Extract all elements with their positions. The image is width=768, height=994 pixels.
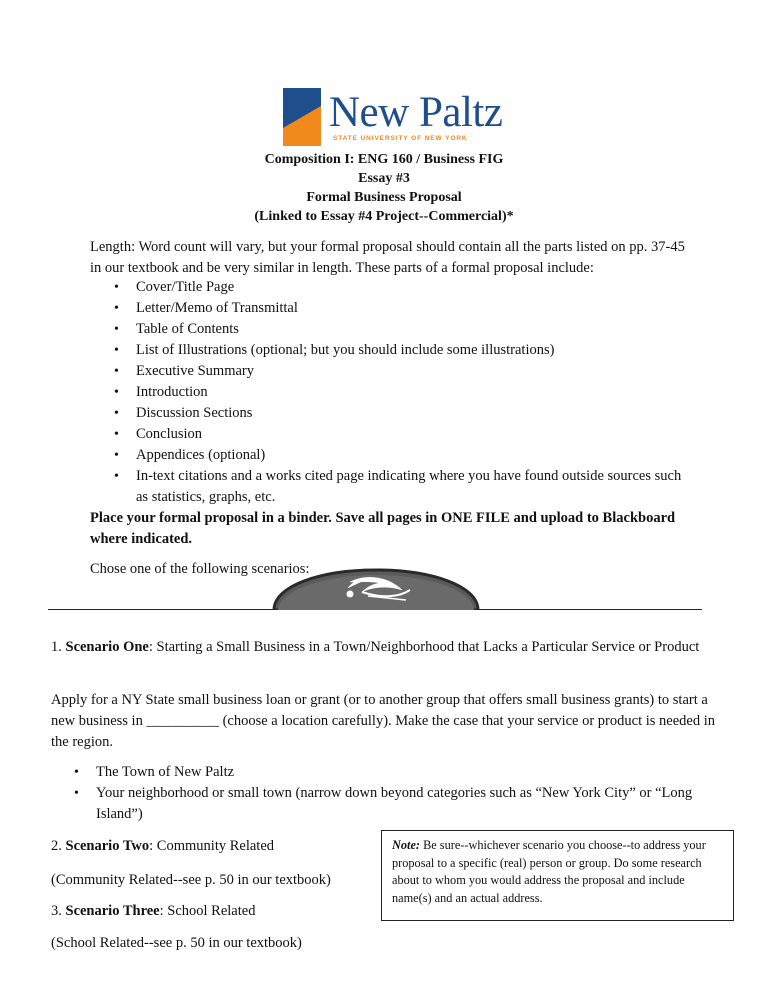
- assignment-title: Formal Business Proposal: [306, 190, 462, 205]
- scenario-one-heading: [51, 637, 731, 658]
- note-label: Note:: [392, 838, 420, 852]
- new-paltz-logo-mark: [283, 88, 321, 146]
- scenario-description: : School Related: [159, 903, 256, 919]
- list-item: • Cover/Title Page: [112, 277, 692, 298]
- list-item: • Your neighborhood or small town (narrow down beyond categories such as “New York City” or “Long Island”): [74, 783, 714, 825]
- scenario-title: Scenario Two: [65, 838, 150, 854]
- note-box: [381, 830, 734, 921]
- course-title: Composition I: ENG 160 / Business FIG: [264, 152, 504, 167]
- scenario-description: : Community Related: [149, 838, 275, 854]
- new-paltz-logo: [283, 88, 503, 150]
- essay-number: Essay #3: [358, 171, 410, 186]
- list-item: • Letter/Memo of Transmittal: [112, 298, 692, 319]
- scenario-number: 2.: [51, 838, 66, 854]
- list-item: • The Town of New Paltz: [74, 762, 714, 783]
- scenario-description: : Starting a Small Business in a Town/Neighborhood that Lacks a Particular Service or Product: [148, 639, 700, 655]
- list-item: • Table of Contents: [112, 319, 692, 340]
- linked-note: (Linked to Essay #4 Project--Commercial)*: [254, 209, 514, 224]
- scenario-one-options: [74, 762, 714, 825]
- scenario-three-body: (School Related--see p. 50 in our textbook): [51, 935, 302, 951]
- scenario-two-body: (Community Related--see p. 50 in our textbook): [51, 872, 331, 888]
- scenario-title: Scenario Three: [65, 903, 160, 919]
- feather-quill-icon: [270, 568, 482, 610]
- list-item: • Appendices (optional): [112, 445, 692, 466]
- scenario-three-heading: [51, 901, 381, 922]
- list-item: • In-text citations and a works cited page indicating where you have found outside sources such as statistics, graphs, etc.: [112, 466, 692, 508]
- scenario-one-body: Apply for a NY State small business loan or grant (or to another group that offers small business grants) to start a new business in __________ (choose a location carefully). Make the case that your service or product is needed in the region.: [51, 692, 715, 750]
- choose-scenario-label: Chose one of the following scenarios:: [90, 561, 310, 577]
- length-paragraph: Length: Word count will vary, but your formal proposal should contain all the parts listed on pp. 37-45 in our textbook and be very similar in length. These parts of a formal proposal include:: [90, 239, 685, 276]
- logo-subtitle: STATE UNIVERSITY OF NEW YORK: [333, 135, 468, 142]
- list-item: • Discussion Sections: [112, 403, 692, 424]
- logo-wordmark: New Paltz: [329, 89, 503, 136]
- scenario-number: 1.: [51, 639, 66, 655]
- scenario-number: 3.: [51, 903, 66, 919]
- list-item: • List of Illustrations (optional; but you should include some illustrations): [112, 340, 692, 361]
- note-text: Be sure--whichever scenario you choose--to address your proposal to a specific (real) person or group. Do some research about to whom you would address the proposal and include name(s) and an actual address.: [392, 838, 706, 905]
- scenario-title: Scenario One: [65, 639, 149, 655]
- list-item: • Conclusion: [112, 424, 692, 445]
- binder-instructions: Place your formal proposal in a binder. Save all pages in ONE FILE and upload to Blackboard where indicated.: [90, 510, 676, 547]
- proposal-parts-list: [112, 277, 692, 508]
- list-item: • Introduction: [112, 382, 692, 403]
- scenario-two-heading: [51, 836, 381, 857]
- list-item: • Executive Summary: [112, 361, 692, 382]
